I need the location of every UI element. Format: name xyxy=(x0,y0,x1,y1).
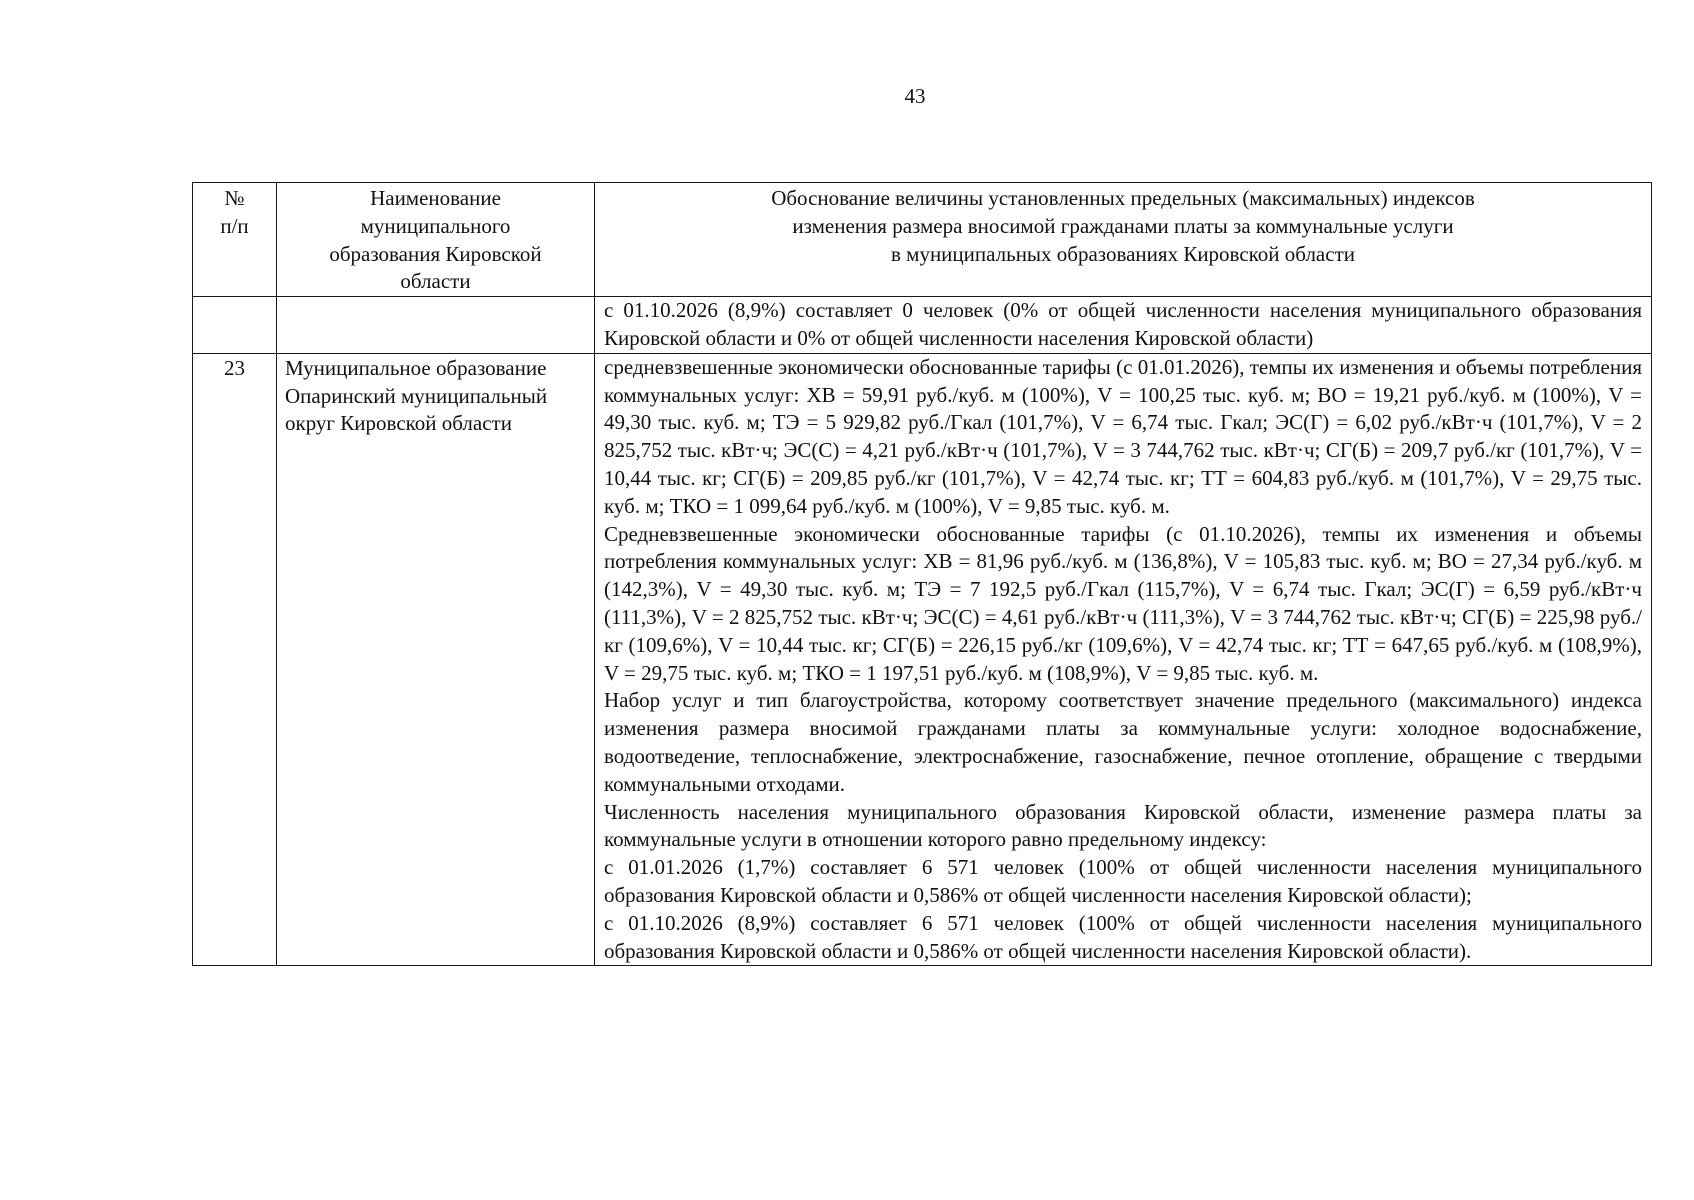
justification-text xyxy=(595,297,1652,354)
table-row xyxy=(193,353,1652,966)
municipality-name xyxy=(277,297,595,354)
paragraph: с 01.01.2026 (1,7%) составляет 6 571 человек (100% от общей численности населения муниципального образования Кировской области и 0,586% от общей численности населения Кировской области); xyxy=(604,855,1642,907)
justification-text xyxy=(595,353,1652,966)
page-number: 43 xyxy=(904,84,926,108)
header-number: № п/п xyxy=(193,183,277,297)
header-municipality-name: Наименование муниципального образования Кировской области xyxy=(277,183,595,297)
paragraph: Средневзвешенные экономически обоснованные тарифы (с 01.10.2026), темпы их изменения и объемы потребления коммунальных услуг: ХВ = 81,96 руб./куб. м (136,8%), V = 105,83 тыс. куб. м; ВО = 27,34 руб./куб. м (142,3%), V = 49,30 тыс. куб. м; ТЭ = 7 192,5 руб./Гкал (115,7%), V = 6,74 тыс. Гкал; ЭС(Г) = 6,59 руб./кВт·ч (111,3%), V = 2 825,752 тыс. кВт·ч; ЭС(С) = 4,61 руб./кВт·ч (111,3%), V = 3 744,762 тыс. кВт·ч; СГ(Б) = 225,98 руб./кг (109,6%), V = 10,44 тыс. кг; СГ(Б) = 226,15 руб./кг (109,6%), V = 42,74 тыс. кг; ТТ = 647,65 руб./куб. м (108,9%), V = 29,75 тыс. куб. м; ТКО = 1 197,51 руб./куб. м (108,9%), V = 9,85 тыс. куб. м. xyxy=(604,521,1642,685)
justification-table xyxy=(192,182,1652,966)
table-row xyxy=(193,297,1652,354)
paragraph: с 01.10.2026 (8,9%) составляет 0 человек (0% от общей численности населения муниципального образования Кировской области и 0% от общей численности населения Кировской области) xyxy=(604,298,1642,350)
paragraph: средневзвешенные экономически обоснованные тарифы (с 01.01.2026), темпы их изменения и объемы потребления коммунальных услуг: ХВ = 59,91 руб./куб. м (100%), V = 100,25 тыс. куб. м; ВО = 19,21 руб./куб. м (100%), V = 49,30 тыс. куб. м; ТЭ = 5 929,82 руб./Гкал (101,7%), V = 6,74 тыс. Гкал; ЭС(Г) = 6,02 руб./кВт·ч (101,7%), V = 2 825,752 тыс. кВт·ч; ЭС(С) = 4,21 руб./кВт·ч (101,7%), V = 3 744,762 тыс. кВт·ч; СГ(Б) = 209,7 руб./кг (101,7%), V = 10,44 тыс. кг; СГ(Б) = 209,85 руб./кг (101,7%), V = 42,74 тыс. кг; ТТ = 604,83 руб./куб. м (101,7%), V = 29,75 тыс. куб. м; ТКО = 1 099,64 руб./куб. м (100%), V = 9,85 тыс. куб. м. xyxy=(604,354,1642,518)
paragraph: Набор услуг и тип благоустройства, которому соответствует значение предельного (максимального) индекса изменения размера вносимой гражданами платы за коммунальные услуги: холодное водоснабжение, водоотведение, теплоснабжение, электроснабжение, газоснабжение, печное отопление, обращение с твердыми коммунальными отходами. xyxy=(604,688,1642,796)
row-number xyxy=(193,297,277,354)
municipality-name: Муниципальное образование Опаринский муниципальный округ Кировской области xyxy=(277,353,595,966)
paragraph: Численность населения муниципального образования Кировской области, изменение размера платы за коммунальные услуги в отношении которого равно предельному индексу: xyxy=(604,799,1642,852)
header-justification: Обоснование величины установленных предельных (максимальных) индексов изменения размера вносимой гражданами платы за коммунальные услуги в муниципальных образованиях Кировской области xyxy=(595,183,1652,297)
row-number: 23 xyxy=(193,353,277,966)
paragraph: с 01.10.2026 (8,9%) составляет 6 571 человек (100% от общей численности населения муниципального образования Кировской области и 0,586% от общей численности населения Кировской области). xyxy=(604,910,1642,963)
table-header-row xyxy=(193,183,1652,297)
